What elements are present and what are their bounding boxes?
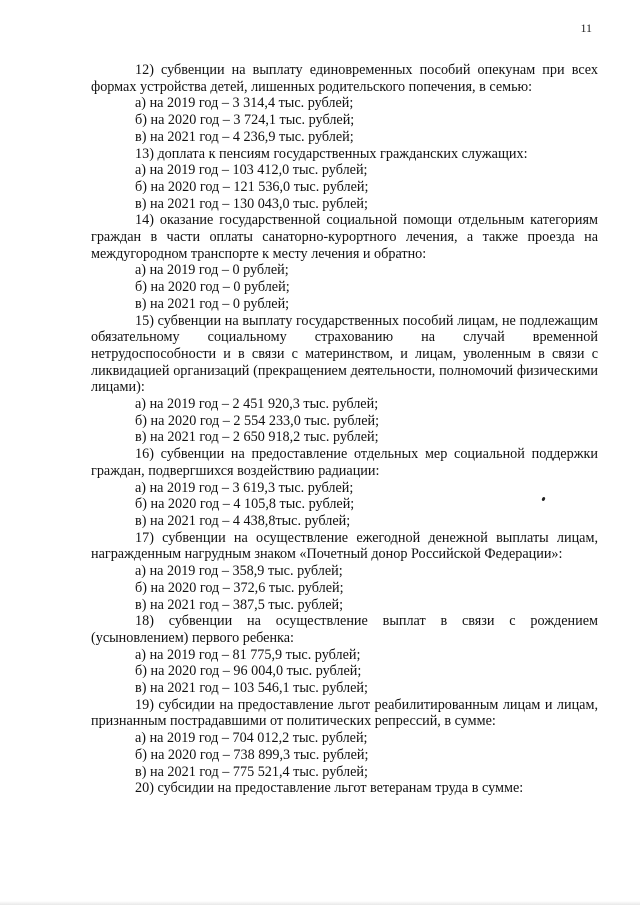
list-item: б) на 2020 год – 3 724,1 тыс. рублей; — [135, 112, 355, 129]
section-heading: 20) субсидии на предоставление льгот ветеранам труда в сумме: — [135, 780, 524, 797]
section-heading: 17) субвенции на осуществление ежегодной денежной выплаты лицам, награжденным нагрудным знаком «Почетный донор Российской Федерации»: — [91, 529, 598, 563]
list-item: в) на 2021 год – 130 043,0 тыс. рублей; — [135, 195, 368, 212]
list-item: а) на 2019 год – 704 012,2 тыс. рублей; — [135, 730, 368, 747]
list-item: в) на 2021 год – 4 438,8тыс. рублей; — [135, 512, 351, 529]
section-heading: 19) субсидии на предоставление льгот реабилитированным лицам и лицам, признанным пострадавшими от политических репрессий, в сумме: — [91, 696, 598, 730]
section-heading: 12) субвенции на выплату единовременных пособий опекунам при всех формах устройства детей, лишенных родительского попечения, в семью: — [91, 62, 598, 95]
list-item: а) на 2019 год – 2 451 920,3 тыс. рублей; — [135, 396, 379, 413]
scan-edge — [0, 901, 640, 905]
section-heading: 13) доплата к пенсиям государственных гражданских служащих: — [135, 145, 528, 162]
section-heading: 15) субвенции на выплату государственных пособий лицам, не подлежащим обязательному социальному страхованию на случай временной нетрудоспособности и в связи с материнством, и лицам, уволенным в связи с ликвидацией организаций (прекращением деятельности, полномочий физическими лицами): — [91, 312, 598, 396]
section-18 — [91, 613, 598, 697]
section-17 — [91, 530, 598, 614]
list-item: а) на 2019 год – 3 619,3 тыс. рублей; — [135, 479, 354, 496]
list-item: а) на 2019 год – 103 412,0 тыс. рублей; — [135, 162, 368, 179]
section-heading: 16) субвенции на предоставление отдельных мер социальной поддержки граждан, подвергшихся воздействию радиации: — [91, 446, 598, 479]
list-item: б) на 2020 год – 4 105,8 тыс. рублей; — [135, 496, 355, 513]
section-19 — [91, 697, 598, 781]
list-item: в) на 2021 год – 387,5 тыс. рублей; — [135, 596, 344, 613]
list-item: б) на 2020 год – 96 004,0 тыс. рублей; — [135, 663, 362, 680]
section-14 — [91, 212, 598, 312]
list-item: в) на 2021 год – 0 рублей; — [135, 295, 290, 312]
list-item: в) на 2021 год – 775 521,4 тыс. рублей; — [135, 763, 368, 780]
list-item: б) на 2020 год – 372,6 тыс. рублей; — [135, 579, 344, 596]
section-heading: 14) оказание государственной социальной помощи отдельным категориям граждан в части оплаты санаторно-курортного лечения, а также проезда на междугородном транспорте к месту лечения и обратно: — [91, 212, 598, 262]
section-12 — [91, 62, 598, 146]
list-item: б) на 2020 год – 0 рублей; — [135, 279, 290, 296]
list-item: б) на 2020 год – 2 554 233,0 тыс. рублей; — [135, 412, 380, 429]
page-number: 11 — [580, 21, 592, 35]
list-item: в) на 2021 год – 2 650 918,2 тыс. рублей; — [135, 429, 379, 446]
section-heading: 18) субвенции на осуществление выплат в связи с рождением (усыновлением) первого ребенка: — [91, 613, 598, 646]
list-item: б) на 2020 год – 121 536,0 тыс. рублей; — [135, 178, 369, 195]
list-item: а) на 2019 год – 3 314,4 тыс. рублей; — [135, 95, 354, 112]
document-body — [91, 62, 598, 797]
list-item: в) на 2021 год – 103 546,1 тыс. рублей; — [135, 680, 368, 697]
section-13 — [91, 146, 598, 213]
list-item: а) на 2019 год – 0 рублей; — [135, 262, 289, 279]
section-16 — [91, 446, 598, 530]
section-15 — [91, 313, 598, 447]
list-item: а) на 2019 год – 358,9 тыс. рублей; — [135, 563, 343, 580]
list-item: а) на 2019 год – 81 775,9 тыс. рублей; — [135, 646, 361, 663]
list-item: б) на 2020 год – 738 899,3 тыс. рублей; — [135, 746, 369, 763]
section-20 — [91, 780, 598, 797]
list-item: в) на 2021 год – 4 236,9 тыс. рублей; — [135, 128, 354, 145]
